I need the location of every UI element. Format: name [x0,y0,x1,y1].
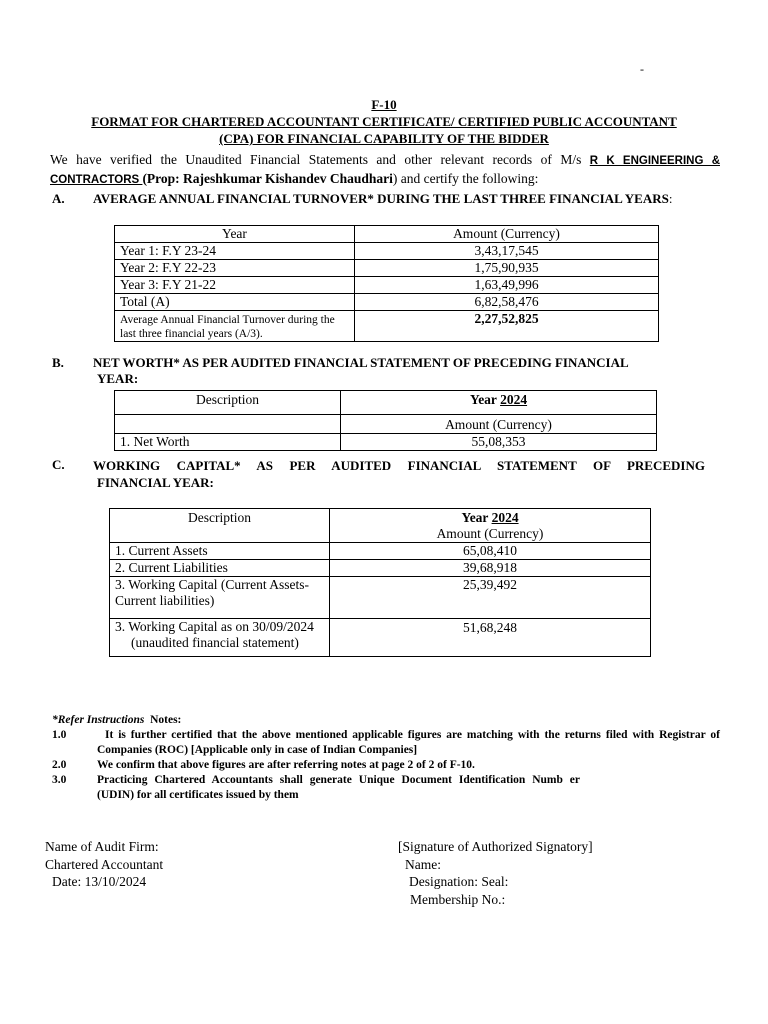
section-c-letter: C. [52,457,65,472]
table-row [110,577,651,619]
description-header: Description [110,509,330,543]
amount-header: Amount (Currency) [330,526,651,543]
working-capital-table [109,508,651,657]
unaudited-row [110,619,651,657]
row-label: 2. Current Liabilities [110,560,330,577]
row-value: 6,82,58,476 [355,294,659,311]
audit-firm-block [45,838,163,891]
table-header-row [115,226,659,243]
row-label: 1. Current Assets [110,543,330,560]
row-value: 1,63,49,996 [355,277,659,294]
intro-end: ) and certify the following: [392,171,539,186]
year-header: Year 2024 [330,509,651,527]
form-number: F-10 [371,97,397,112]
proprietor-name: (Prop: Rajeshkumar Kishandev Chaudhari [142,171,393,186]
section-a-title: AVERAGE ANNUAL FINANCIAL TURNOVER* DURING THE LAST THREE FINANCIAL YEARS: [93,191,673,206]
table-row [115,294,659,311]
row-label: Year 2: F.Y 22-23 [115,260,355,277]
section-a-letter: A. [52,191,65,206]
table-row [115,277,659,294]
name-label: Name: [405,856,441,872]
year-header: Year [115,226,355,243]
turnover-table [114,225,659,342]
section-c-title: WORKING CAPITAL* AS PER AUDITED FINANCIAL STATEMENT OF PRECEDING FINANCIAL YEAR: [93,458,705,490]
page-title [60,113,708,147]
net-worth-table [114,390,657,451]
notes-header: *Refer Instructions Notes: [52,714,182,726]
note-item: 1.0 It is further certified that the above mentioned applicable figures are matching with the returns filed with Registrar of Companies (ROC) [Applicable only in case of Indian Companies] [52,729,720,756]
membership-label: Membership No.: [410,891,506,907]
row-label: Year 1: F.Y 23-24 [115,243,355,260]
table-row [115,260,659,277]
description-header: Description [115,391,341,415]
top-dash: - [640,62,644,76]
notes-section [52,713,720,803]
note-item: 2.0 We confirm that above figures are after referring notes at page 2 of 2 of F-10. [52,759,475,771]
ca-label: Chartered Accountant [45,856,164,872]
row-value: 25,39,492 [330,577,651,619]
table-header-row [115,391,657,415]
table-row [110,560,651,577]
row-label: Year 3: F.Y 21-22 [115,277,355,294]
table-row [115,434,657,451]
firm-label: Name of Audit Firm: [45,839,159,854]
row-value: 3,43,17,545 [355,243,659,260]
amount-header-row [115,415,657,434]
average-value: 2,27,52,825 [355,311,659,342]
section-b-letter: B. [52,355,64,370]
table-header-row [110,509,651,527]
unaudited-label: 3. Working Capital as on 30/09/2024 (unaudited financial statement) [110,619,330,657]
date-label: Date: 13/10/2024 [52,874,147,889]
row-label: 3. Working Capital (Current Assets-Current liabilities) [110,577,330,619]
signature-label: [Signature of Authorized Signatory] [398,839,593,854]
row-label: 1. Net Worth [115,434,341,451]
signatory-block [398,838,593,908]
row-value: 39,68,918 [330,560,651,577]
average-row [115,311,659,342]
row-value: 1,75,90,935 [355,260,659,277]
designation-label: Designation: Seal: [409,874,509,889]
section-b-title: NET WORTH* AS PER AUDITED FINANCIAL STATEMENT OF PRECEDING FINANCIAL YEAR: [93,355,629,386]
title-line-1: FORMAT FOR CHARTERED ACCOUNTANT CERTIFICATE/ CERTIFIED PUBLIC ACCOUNTANT [91,114,677,129]
note-item: 3.0 Practicing Chartered Accountants shall generate Unique Document Identification Numb er (UDIN) for all certificates issued by them [52,774,580,801]
table-row [115,243,659,260]
intro-text: We have verified the Unaudited Financial Statements and other relevant records of M/s [50,152,590,167]
table-row [110,543,651,560]
amount-header: Amount (Currency) [355,226,659,243]
row-value: 55,08,353 [341,434,657,451]
intro-paragraph [50,151,720,189]
unaudited-value: 51,68,248 [330,619,651,657]
row-value: 65,08,410 [330,543,651,560]
row-label: Total (A) [115,294,355,311]
average-label: Average Annual Financial Turnover during the last three financial years (A/3). [115,311,355,342]
firm-name: R K ENGINEERING & CONTRACTORS [50,155,720,186]
year-header: Year 2024 [341,391,657,415]
amount-header: Amount (Currency) [341,415,657,434]
title-line-2: (CPA) FOR FINANCIAL CAPABILITY OF THE BIDDER [219,131,549,146]
